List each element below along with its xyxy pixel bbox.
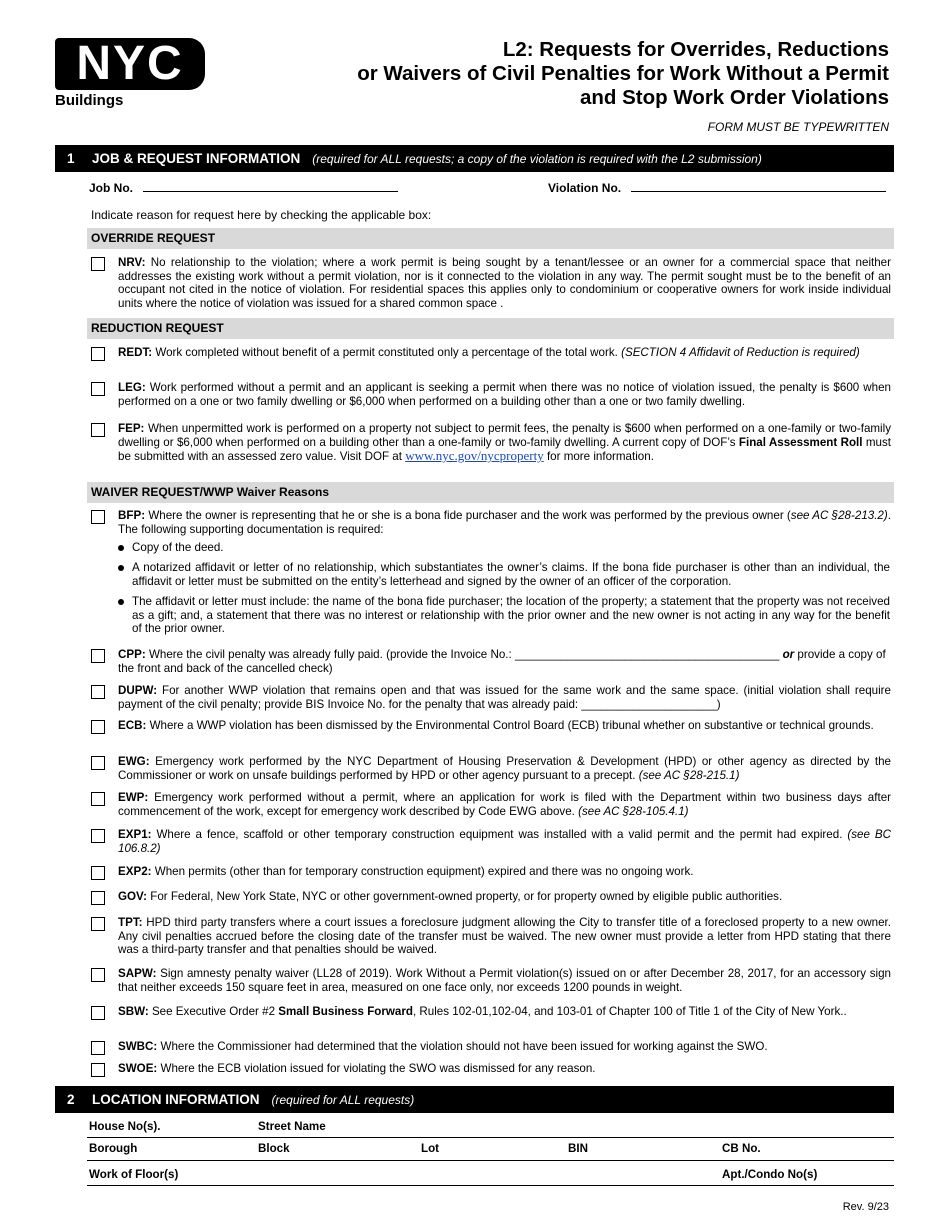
violation-no-input[interactable] <box>631 180 886 192</box>
reduction-request-heading: REDUCTION REQUEST <box>87 318 894 339</box>
swbc-checkbox[interactable] <box>91 1041 105 1055</box>
nyc-logo-mark: NYC <box>55 38 205 90</box>
section-note: (required for ALL requests) <box>271 1093 415 1107</box>
bfp-checkbox[interactable] <box>91 510 105 524</box>
bfp-bullet: Copy of the deed. <box>118 541 890 555</box>
redt-checkbox[interactable] <box>91 347 105 361</box>
cpp-checkbox[interactable] <box>91 649 105 663</box>
ecb-option[interactable]: ECB: Where a WWP violation has been dismissed by the Environmental Control Board (ECB) tribunal whether on substantive or technical grounds. <box>91 719 891 733</box>
sapw-checkbox[interactable] <box>91 968 105 982</box>
leg-checkbox[interactable] <box>91 382 105 396</box>
bfp-bullet: The affidavit or letter must include: the name of the bona fide purchaser; the location of the property; a statement that the property was not received as a gift; and, a statement that there was no interest or relationship with the prior owner and the new owner is not acting in any way for the benefit of the prior owner. <box>118 595 890 636</box>
nyc-buildings-logo <box>55 38 207 110</box>
dof-link[interactable]: www.nyc.gov/nycproperty <box>405 448 544 464</box>
section-number: 1 <box>67 151 75 166</box>
section-title-text: JOB & REQUEST INFORMATION <box>92 151 301 166</box>
revision-label: Rev. 9/23 <box>842 1201 889 1213</box>
section-1-header <box>55 145 894 172</box>
street-name-label: Street Name <box>258 1120 326 1133</box>
tpt-option[interactable]: TPT: HPD third party transfers where a court issues a foreclosure judgment allowing the City to transfer title of a foreclosed property to a new owner. Any civil penalties accrued before the closing date of the transfer must be waived. The new owner must provide a letter from HPD stating that there was a third-party transfer and that penalties should be waived. <box>91 916 891 957</box>
title-line-1: L2: Requests for Overrides, Reductions <box>502 38 889 61</box>
ecb-checkbox[interactable] <box>91 720 105 734</box>
ewp-option[interactable]: EWP: Emergency work performed without a permit, where an application for work is filed with the Department within two business days after commencement of the work, except for emergency work described by Code EWG above. (see AC §28-105.4.1) <box>91 791 891 818</box>
exp2-checkbox[interactable] <box>91 866 105 880</box>
ewg-checkbox[interactable] <box>91 756 105 770</box>
block-label: Block <box>258 1142 290 1155</box>
lot-label: Lot <box>421 1142 440 1155</box>
swbc-option[interactable]: SWBC: Where the Commissioner had determined that the violation should not have been issued for working against the SWO. <box>91 1040 891 1054</box>
location-row-1[interactable] <box>87 1120 894 1138</box>
cpp-option[interactable]: CPP: Where the civil penalty was already fully paid. (provide the Invoice No.: _________________________________________ or provide a copy of the front and back of the cancelled check) <box>91 648 891 675</box>
dupw-checkbox[interactable] <box>91 685 105 699</box>
logo-wordmark: Buildings <box>55 92 124 109</box>
ewp-checkbox[interactable] <box>91 792 105 806</box>
section-title <box>92 1086 414 1114</box>
nrv-checkbox[interactable] <box>91 257 105 271</box>
location-row-3[interactable] <box>87 1168 894 1186</box>
ewg-option[interactable]: EWG: Emergency work performed by the NYC Department of Housing Preservation & Development (HPD) or other agency as directed by the Commissioner or work on unsafe buildings performed by HPD or other agency pursuant to a precept. (see AC §28-215.1) <box>91 755 891 782</box>
title-line-2: or Waivers of Civil Penalties for Work Without a Permit <box>357 62 889 85</box>
sbw-checkbox[interactable] <box>91 1006 105 1020</box>
section-title <box>92 145 762 173</box>
gov-option[interactable]: GOV: For Federal, New York State, NYC or other government-owned property, or for property owned by eligible public authorities. <box>91 890 891 904</box>
swoe-option[interactable]: SWOE: Where the ECB violation issued for violating the SWO was dismissed for any reason. <box>91 1062 891 1076</box>
title-line-3: and Stop Work Order Violations <box>579 86 889 109</box>
gov-checkbox[interactable] <box>91 891 105 905</box>
typewritten-notice: FORM MUST BE TYPEWRITTEN <box>707 120 889 134</box>
redt-option[interactable]: REDT: Work completed without benefit of a permit constituted only a percentage of the total work. (SECTION 4 Affidavit of Reduction is required) <box>91 346 891 360</box>
bfp-bullet: A notarized affidavit or letter of no relationship, which substantiates the owner’s claims. If the bona fide purchaser is other than an individual, the affidavit or letter must be submitted on the entity’s letterhead and signed by the owner of an officer of the corporation. <box>118 561 890 588</box>
exp2-option[interactable]: EXP2: When permits (other than for temporary construction equipment) expired and there was no ongoing work. <box>91 865 891 879</box>
bfp-option[interactable]: BFP: Where the owner is representing that he or she is a bona fide purchaser and the work was performed by the previous owner (see AC §28-213.2). The following supporting documentation is required: <box>91 509 891 536</box>
job-no-field[interactable] <box>89 180 398 195</box>
work-floor-label: Work of Floor(s) <box>89 1168 179 1181</box>
job-no-input[interactable] <box>143 180 398 192</box>
location-row-2[interactable] <box>87 1142 894 1161</box>
dupw-option[interactable]: DUPW: For another WWP violation that remains open and that was issued for the same work and the same space. (initial violation shall require payment of the civil penalty; provide BIS Invoice No. for the penalty that was already paid: _____________________) <box>91 684 891 711</box>
violation-no-field[interactable] <box>548 180 886 195</box>
house-no-label: House No(s). <box>89 1120 161 1133</box>
sapw-option[interactable]: SAPW: Sign amnesty penalty waiver (LL28 of 2019). Work Without a Permit violation(s) issued on or after December 28, 2017, for an accessory sign that neither exceeds 150 square feet in area, measured on one face only, nor exceeds 1200 pounds in weight. <box>91 967 891 994</box>
section-2-header <box>55 1086 894 1113</box>
fep-option[interactable]: FEP: When unpermitted work is performed on a property not subject to permit fees, the penalty is $600 when performed on a one-family or two-family dwelling or $6,000 when performed on a building other than a one-family or two-family dwelling. A current copy of DOF’s Final Assessment Roll must be submitted with an assessed zero value. Visit DOF at www.nyc.gov/nycproperty for more information. <box>91 422 891 464</box>
violation-no-label: Violation No. <box>548 181 622 195</box>
nrv-option[interactable]: NRV: No relationship to the violation; where a work permit is being sought by a tenant/lessee or an owner for a commercial space that neither addresses the existing work without a permit violation, nor is it connected to the violation in any way. The permit sought must be to the benefit of an occupant not cited in the notice of violation. For residential spaces this applies only to condominium or cooperative owners for work inside individual units where the notice of violation was issued for a shared common space . <box>91 256 891 310</box>
section-number: 2 <box>67 1092 75 1107</box>
job-no-label: Job No. <box>89 181 133 195</box>
bin-label: BIN <box>568 1142 588 1155</box>
swoe-checkbox[interactable] <box>91 1063 105 1077</box>
apt-condo-label: Apt./Condo No(s) <box>722 1168 818 1181</box>
tpt-checkbox[interactable] <box>91 917 105 931</box>
form-title <box>357 38 889 110</box>
instruction-text: Indicate reason for request here by checking the applicable box: <box>91 208 432 222</box>
override-request-heading: OVERRIDE REQUEST <box>87 228 894 249</box>
waiver-request-heading: WAIVER REQUEST/WWP Waiver Reasons <box>87 482 894 503</box>
borough-label: Borough <box>89 1142 138 1155</box>
exp1-checkbox[interactable] <box>91 829 105 843</box>
section-note: (required for ALL requests; a copy of the violation is required with the L2 submission) <box>312 152 762 166</box>
sbw-option[interactable]: SBW: See Executive Order #2 Small Business Forward, Rules 102-01,102-04, and 103-01 of Chapter 100 of Title 1 of the City of New York.. <box>91 1005 891 1019</box>
cb-no-label: CB No. <box>722 1142 761 1155</box>
fep-checkbox[interactable] <box>91 423 105 437</box>
leg-option[interactable]: LEG: Work performed without a permit and an applicant is seeking a permit when there was no notice of violation issued, the penalty is $600 when performed on a one or two family dwelling or $6,000 when performed on a building other than a one or two family dwelling. <box>91 381 891 408</box>
exp1-option[interactable]: EXP1: Where a fence, scaffold or other temporary construction equipment was installed with a valid permit and the permit had expired. (see BC 106.8.2) <box>91 828 891 855</box>
section-title-text: LOCATION INFORMATION <box>92 1092 260 1107</box>
